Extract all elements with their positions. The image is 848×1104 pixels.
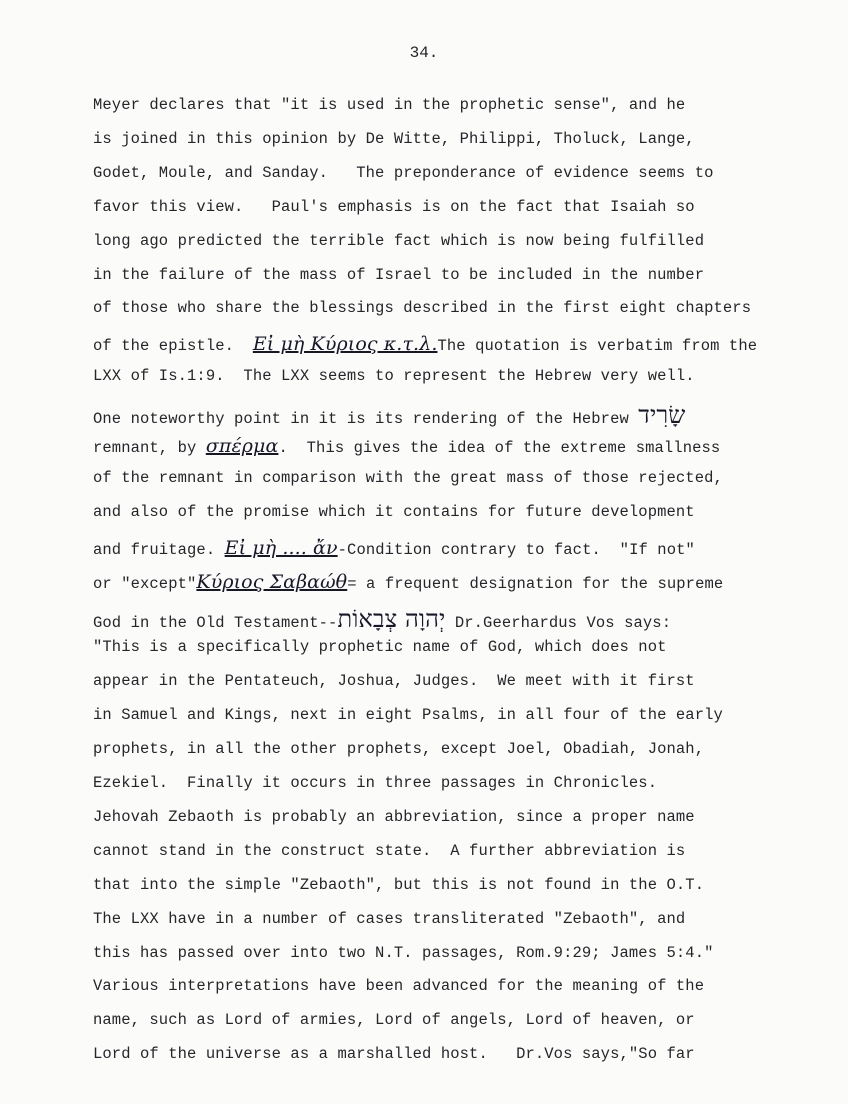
- text-line: is joined in this opinion by De Witte, Philippi, Tholuck, Lange,: [93, 129, 695, 148]
- text-line: cannot stand in the construct state. A further abbreviation is: [93, 841, 686, 860]
- text-line: favor this view. Paul's emphasis is on the fact that Isaiah so: [93, 197, 695, 216]
- text-line: [93, 605, 671, 634]
- text-line: and also of the promise which it contains for future development: [93, 502, 695, 521]
- text-line: of those who share the blessings described in the first eight chapters: [93, 299, 752, 318]
- text-line: [93, 571, 723, 593]
- handwritten-hebrew: יְהוָה צְבָאוֹת: [337, 604, 446, 633]
- text-line: in the failure of the mass of Israel to be included in the number: [93, 265, 705, 284]
- text-line: appear in the Pentateuch, Joshua, Judges. We meet with it first: [93, 672, 695, 691]
- line-text: -Condition contrary to fact. "If not": [337, 540, 695, 559]
- text-line: [93, 435, 720, 457]
- handwritten-greek: Εἰ μὴ Κύριος κ.τ.λ.: [252, 333, 438, 356]
- text-line: Various interpretations have been advanced for the meaning of the: [93, 977, 705, 996]
- text-line: Jehovah Zebaoth is probably an abbreviation, since a proper name: [93, 807, 695, 826]
- text-line: LXX of Is.1:9. The LXX seems to represent the Hebrew very well.: [93, 367, 695, 386]
- text-line: The LXX have in a number of cases transliterated "Zebaoth", and: [93, 909, 686, 928]
- text-line: Lord of the universe as a marshalled host. Dr.Vos says,"So far: [93, 1045, 695, 1064]
- line-text: or "except": [93, 574, 197, 593]
- text-line: [93, 401, 685, 430]
- line-text: Dr.Geerhardus Vos says:: [445, 613, 672, 632]
- text-line: this has passed over into two N.T. passages, Rom.9:29; James 5:4.": [93, 943, 714, 962]
- line-text: One noteworthy point in it is its rendering of the Hebrew: [93, 410, 639, 429]
- handwritten-greek: Εἰ μὴ .... ἄν: [224, 536, 338, 559]
- line-text: remnant, by: [93, 439, 206, 457]
- page-number: 34.: [409, 44, 439, 62]
- text-line: prophets, in all the other prophets, except Joel, Obadiah, Jonah,: [93, 740, 705, 759]
- line-text: The quotation is verbatim from the: [437, 337, 758, 356]
- line-text: God in the Old Testament--: [93, 613, 338, 632]
- text-line: name, such as Lord of armies, Lord of angels, Lord of heaven, or: [93, 1011, 695, 1030]
- text-line: [93, 333, 757, 355]
- text-line: long ago predicted the terrible fact which is now being fulfilled: [93, 231, 705, 250]
- text-line: in Samuel and Kings, next in eight Psalms, in all four of the early: [93, 706, 723, 725]
- text-line: Godet, Moule, and Sanday. The preponderance of evidence seems to: [93, 163, 714, 182]
- line-text: . This gives the idea of the extreme smallness: [278, 439, 721, 457]
- line-text: and fruitage.: [93, 540, 225, 559]
- handwritten-hebrew: שָׂרִיד: [638, 401, 686, 430]
- handwritten-greek: σπέρμα: [205, 435, 279, 457]
- handwritten-greek: Κύριος Σαβαώθ: [196, 570, 348, 593]
- text-line: [93, 537, 695, 559]
- text-line: of the remnant in comparison with the great mass of those rejected,: [93, 468, 723, 487]
- text-line: Meyer declares that "it is used in the prophetic sense", and he: [93, 96, 686, 114]
- text-line: that into the simple "Zebaoth", but this is not found in the O.T.: [93, 875, 705, 894]
- line-text: of the epistle.: [93, 337, 253, 356]
- text-line: Ezekiel. Finally it occurs in three passages in Chronicles.: [93, 774, 658, 792]
- line-text: = a frequent designation for the supreme: [347, 574, 724, 593]
- text-line: "This is a specifically prophetic name of God, which does not: [93, 638, 667, 657]
